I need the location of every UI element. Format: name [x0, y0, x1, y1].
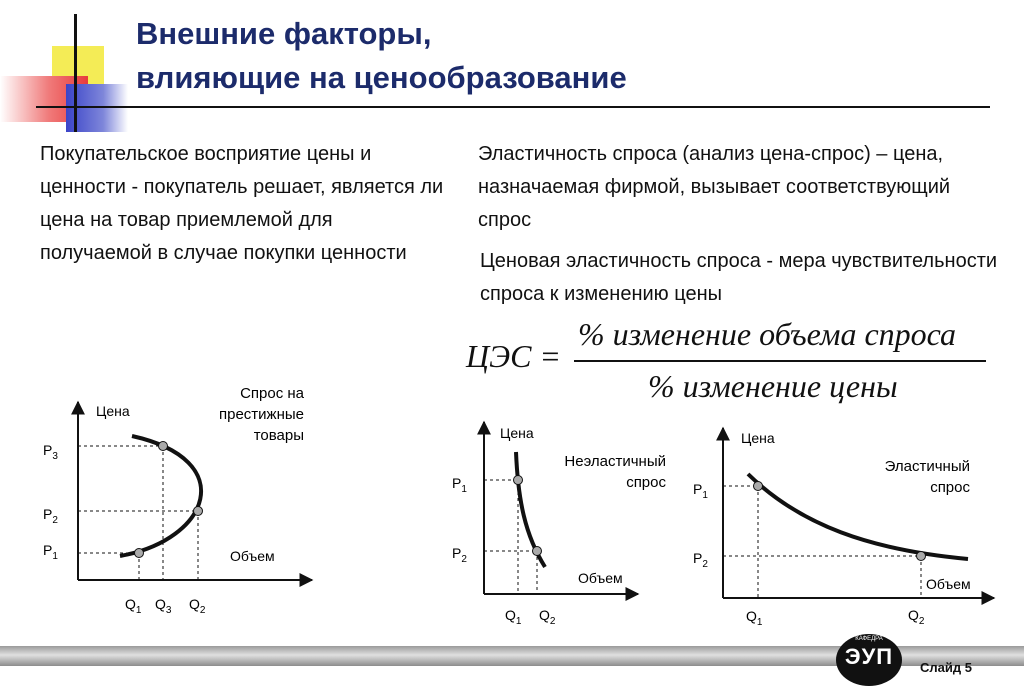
chart3-annotation-line1: Эластичный: [884, 458, 970, 475]
chart1-tick-p2: $P_2$: [43, 506, 58, 526]
slide-number: Слайд 5: [920, 660, 972, 675]
perception-paragraph: Покупательское восприятие цены и ценности - покупатель решает, является ли цена на товар приемлемой для получаемой в случае покупки ценности: [40, 143, 444, 264]
chart1-tick-q3: $Q_3$: [155, 596, 172, 616]
chart1-demand-curve: [120, 436, 201, 556]
chart2-tick-p2: $P_2$: [452, 545, 467, 565]
chart2-y-label: Цена: [500, 425, 534, 441]
chart3-x-label: Объем: [926, 576, 971, 592]
chart2-x-label: Объем: [578, 570, 623, 586]
chart1-annotation-line1: Спрос на: [240, 385, 304, 402]
chart1-point-p2: [194, 507, 203, 516]
chart2-tick-p1: $P_1$: [452, 475, 467, 495]
chart1-point-p3: [159, 442, 168, 451]
chart1-tick-q1: $Q_1$: [125, 596, 142, 616]
chart-prestige-demand: [43, 385, 312, 616]
chart3-tick-p1: $P_1$: [693, 481, 708, 501]
chart1-y-label: Цена: [96, 403, 130, 419]
definition-paragraph: Ценовая эластичность спроса - мера чувствительности спроса к изменению цены: [480, 250, 998, 305]
chart1-tick-p1: $P_1$: [43, 542, 58, 562]
chart3-annotation-line2: спрос: [930, 479, 970, 496]
slide-title-line1: Внешние факторы,: [136, 16, 432, 51]
logo-text: ЭУП: [844, 644, 894, 669]
chart2-tick-q2: $Q_2$: [539, 607, 556, 627]
chart1-point-p1: [135, 549, 144, 558]
chart1-tick-q2: $Q_2$: [189, 596, 206, 616]
chart2-point-p2: [533, 547, 542, 556]
chart2-tick-q1: $Q_1$: [505, 607, 522, 627]
department-logo: [836, 634, 902, 686]
chart1-x-label: Объем: [230, 548, 275, 564]
logo-caption: КАФЕДРА: [855, 636, 883, 642]
chart-inelastic-demand: [452, 422, 666, 627]
chart2-annotation-line1: Неэластичный: [564, 453, 666, 470]
chart3-point-p1: [754, 482, 763, 491]
chart1-annotation-line3: товары: [253, 427, 304, 444]
chart3-tick-q2: $Q_2$: [908, 607, 925, 627]
chart3-tick-q1: $Q_1$: [746, 608, 763, 628]
chart-elastic-demand: [693, 428, 994, 628]
chart1-tick-p3: $P_3$: [43, 442, 58, 462]
chart3-point-p2: [917, 552, 926, 561]
chart2-point-p1: [514, 476, 523, 485]
formula-denominator: % изменение цены: [648, 368, 898, 404]
chart1-annotation-line2: престижные: [219, 406, 304, 423]
chart2-annotation-line2: спрос: [626, 474, 666, 491]
formula-lhs: ЦЭС =: [466, 338, 561, 374]
slide-title-line2: влияющие на ценообразование: [136, 60, 627, 95]
formula-numerator: % изменение объема спроса: [578, 316, 957, 352]
chart3-tick-p2: $P_2$: [693, 550, 708, 570]
chart3-y-label: Цена: [741, 430, 775, 446]
elasticity-paragraph: Эластичность спроса (анализ цена-спрос) – цена, назначаемая фирмой, вызывает соответствующий спрос: [478, 143, 951, 231]
